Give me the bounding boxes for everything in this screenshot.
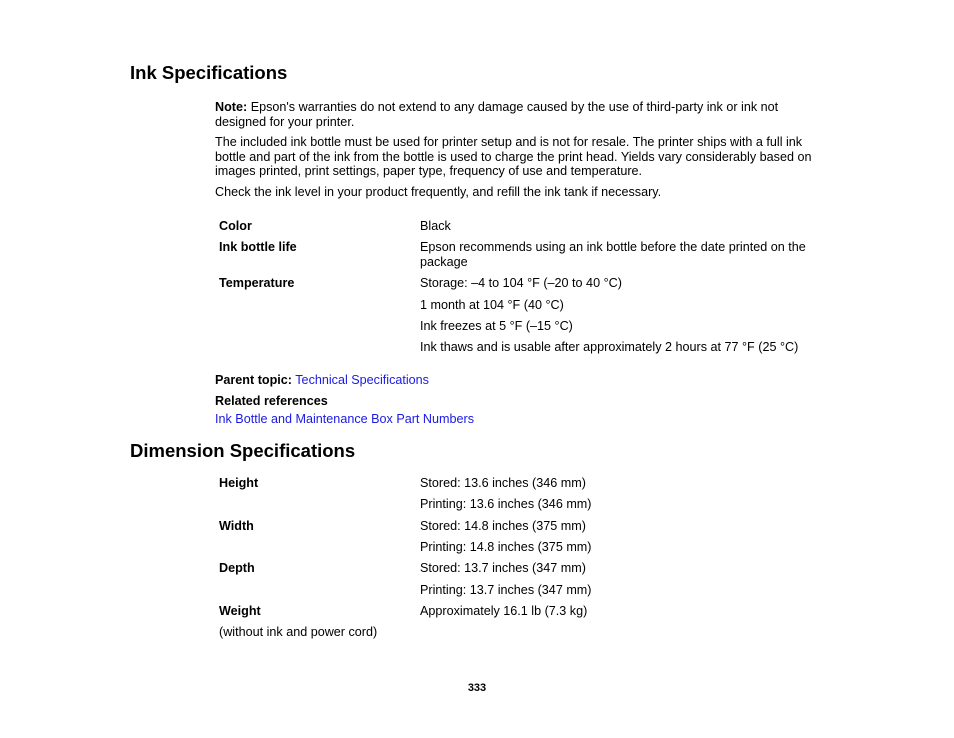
temperature-storage-value: Storage: –4 to 104 °F (–20 to 40 °C) — [420, 276, 622, 290]
depth-label: Depth — [219, 561, 255, 575]
temperature-freeze-value: Ink freezes at 5 °F (–15 °C) — [420, 319, 573, 333]
dimension-specifications-heading: Dimension Specifications — [130, 440, 356, 461]
ink-bottle-maintenance-box-link[interactable]: Ink Bottle and Maintenance Box Part Numbers — [215, 412, 475, 426]
related-references-label: Related references — [215, 394, 328, 408]
ink-bottle-life-value: Epson recommends using an ink bottle before the date printed on the package — [420, 240, 806, 269]
technical-specifications-link[interactable]: Technical Specifications — [295, 373, 429, 387]
temperature-month-value: 1 month at 104 °F (40 °C) — [420, 298, 564, 312]
note-paragraph — [215, 100, 815, 129]
height-label: Height — [219, 476, 259, 490]
weight-note: (without ink and power cord) — [219, 625, 378, 639]
parent-topic — [215, 373, 815, 388]
page-number: 333 — [467, 682, 487, 694]
width-printing-value: Printing: 14.8 inches (375 mm) — [420, 540, 592, 554]
depth-printing-value: Printing: 13.7 inches (347 mm) — [420, 583, 592, 597]
temperature-label: Temperature — [219, 276, 295, 290]
width-stored-value: Stored: 14.8 inches (375 mm) — [420, 519, 586, 533]
ink-specifications-heading: Ink Specifications — [130, 62, 288, 83]
height-printing-value: Printing: 13.6 inches (346 mm) — [420, 497, 592, 511]
note-text: Epson's warranties do not extend to any damage caused by the use of third-party ink or ink not designed for your printer. — [215, 100, 779, 129]
width-label: Width — [219, 519, 254, 533]
temperature-thaw-value: Ink thaws and is usable after approximately 2 hours at 77 °F (25 °C) — [420, 340, 799, 354]
parent-topic-label: Parent topic: — [215, 373, 292, 387]
note-label: Note: — [215, 100, 248, 114]
color-value: Black — [420, 219, 451, 233]
color-label: Color — [219, 219, 252, 233]
ink-bottle-paragraph: The included ink bottle must be used for printer setup and is not for resale. The printer ships with a full ink bottle and part of the ink from the bottle is used to charge the print head. Yields vary considerably based on images printed, print settings, paper type, frequency of use and temperature. — [215, 135, 812, 178]
weight-value: Approximately 16.1 lb (7.3 kg) — [420, 604, 588, 618]
ink-level-paragraph: Check the ink level in your product frequently, and refill the ink tank if necessary. — [215, 185, 662, 199]
related-references — [215, 412, 815, 427]
ink-bottle-life-label: Ink bottle life — [219, 240, 297, 254]
weight-label: Weight — [219, 604, 261, 618]
height-stored-value: Stored: 13.6 inches (346 mm) — [420, 476, 586, 490]
depth-stored-value: Stored: 13.7 inches (347 mm) — [420, 561, 586, 575]
